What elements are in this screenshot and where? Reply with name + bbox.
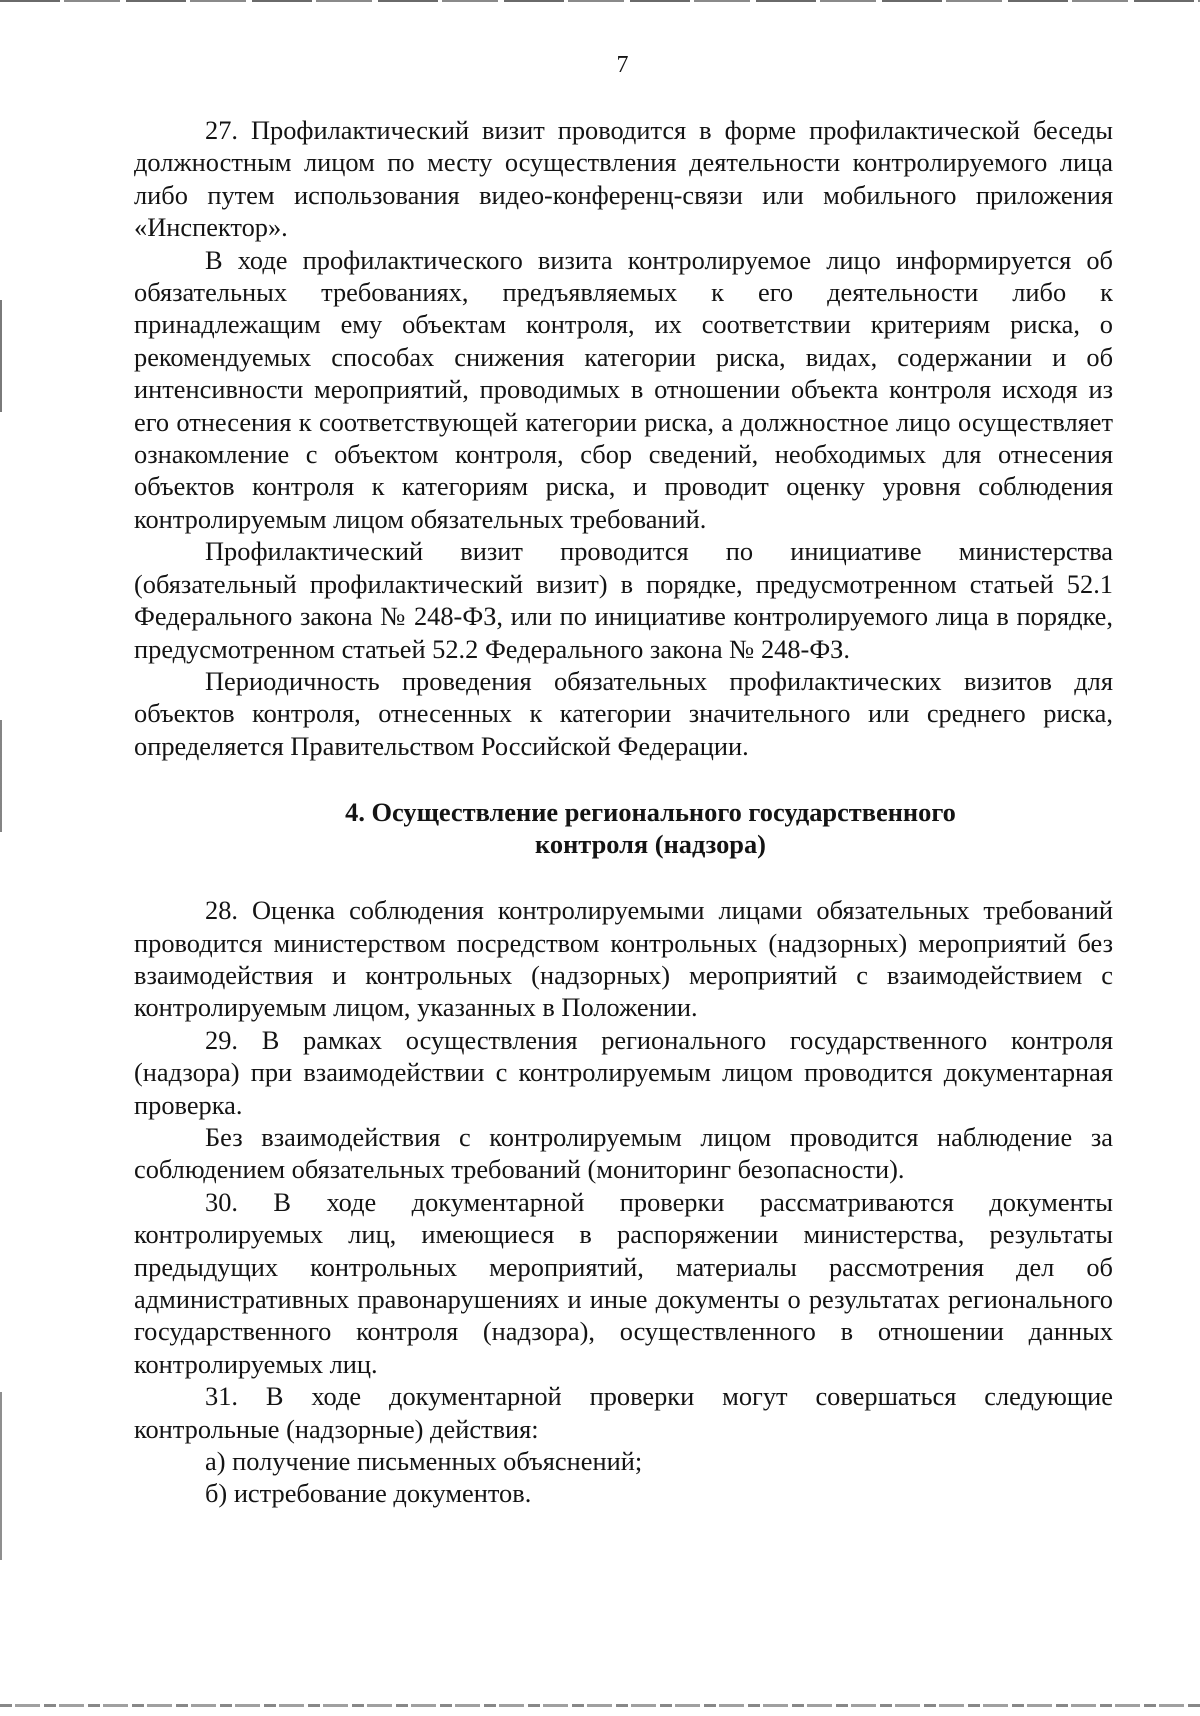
section-heading-line-2: контроля (надзора)	[535, 829, 766, 860]
paragraph-29: 29. В рамках осуществления регионального государственного контроля (надзора) при взаимодействии с контролируемым лицом проводится документарная проверка.	[134, 1024, 1113, 1120]
paragraph-30: 30. В ходе документарной проверки рассматриваются документы контролируемых лиц, имеющиеся в распоряжении министерства, результаты предыдущих контрольных мероприятий, материалы рассмотрения дел об административных правонарушениях и иные документы о результатах регионального государственного контроля (надзора), осуществленного в отношении данных контролируемых лиц.	[134, 1186, 1113, 1379]
paragraph-visit-info: В ходе профилактического визита контролируемое лицо информируется об обязательных требованиях, предъявляемых к его деятельности либо к принадлежащим ему объектам контроля, их соответствии критериям риска, о рекомендуемых способах снижения категории риска, видах, содержании и об интенсивности мероприятий, проводимых в отношении объекта контроля исходя из его отнесения к соответствующей категории риска, а должностное лицо осуществляет ознакомление с объектом контроля, сбор сведений, необходимых для отнесения объектов контроля к категориям риска, и проводит оценку уровня соблюдения контролируемым лицом обязательных требований.	[134, 244, 1113, 534]
list-item-b: б) истребование документов.	[205, 1478, 532, 1509]
section-heading-line-1: 4. Осуществление регионального государственного	[345, 797, 956, 828]
scan-edge-bottom	[0, 1704, 1200, 1707]
paragraph-monitoring: Без взаимодействия с контролируемым лицом проводится наблюдение за соблюдением обязательных требований (мониторинг безопасности).	[134, 1121, 1113, 1185]
paragraph-27: 27. Профилактический визит проводится в форме профилактической беседы должностным лицом по месту осуществления деятельности контролируемого лица либо путем использования видео-конференц-связи или мобильного приложения «Инспектор».	[134, 115, 1113, 243]
list-item-a: а) получение письменных объяснений;	[205, 1446, 643, 1477]
document-body	[134, 114, 1113, 1510]
paragraph-visit-initiative: Профилактический визит проводится по инициативе министерства (обязательный профилактический визит) в порядке, предусмотренном статьей 52.1 Федерального закона № 248-ФЗ, или по инициативе контролируемого лица в порядке, предусмотренном статьей 52.2 Федерального закона № 248-ФЗ.	[134, 536, 1113, 664]
section-heading	[134, 796, 1113, 860]
paragraph-31: 31. В ходе документарной проверки могут совершаться следующие контрольные (надзорные) действия:	[134, 1381, 1113, 1444]
page-number: 7	[616, 52, 629, 78]
paragraph-visit-periodicity: Периодичность проведения обязательных профилактических визитов для объектов контроля, отнесенных к категории значительного или среднего риска, определяется Правительством Российской Федерации.	[134, 665, 1113, 761]
scan-edge-left	[0, 300, 2, 1700]
paragraph-28: 28. Оценка соблюдения контролируемыми лицами обязательных требований проводится министерством посредством контрольных (надзорных) мероприятий без взаимодействия и контрольных (надзорных) мероприятий с взаимодействием с контролируемым лицом, указанных в Положении.	[134, 895, 1113, 1023]
scan-edge-top	[0, 0, 1200, 2]
